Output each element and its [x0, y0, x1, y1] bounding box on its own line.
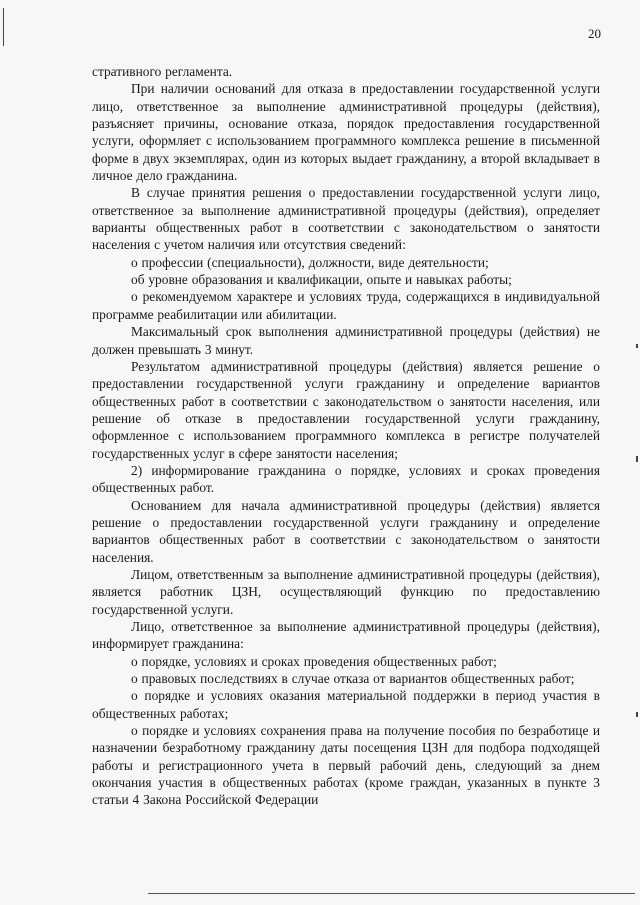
scan-edge-mark-right-2 [636, 456, 638, 462]
paragraph-11: Лицом, ответственным за выполнение административной процедуры (действия), является работник ЦЗН, осуществляющий функцию по предоставлению государственной услуги. [92, 566, 600, 617]
paragraph-15: о порядке и условиях оказания материальной поддержки в период участия в общественных работах; [92, 688, 600, 721]
scan-edge-mark-left [3, 8, 4, 46]
paragraph-3: В случае принятия решения о предоставлении государственной услуги лицо, ответственное за выполнение административной процедуры (действия), определяет варианты общественных работ в соответствии с законодательством о занятости населения с учетом наличия или отсутствия сведений: [92, 185, 600, 253]
paragraph-16: о порядке и условиях сохранения права на получение пособия по безработице и назначении безработному гражданину даты посещения ЦЗН для подбора подходящей работы и регистрационного учета в первый рабочий день, следующий за днем окончания участия в общественных работах (кроме граждан, указанных в пункте 3 статьи 4 Закона Российской Федерации [92, 723, 600, 808]
paragraph-1: стративного регламента. [92, 64, 233, 79]
paragraph-9: 2) информирование гражданина о порядке, условиях и сроках проведения общественных работ. [92, 462, 600, 496]
paragraph-10: Основанием для начала административной процедуры (действия) является решение о предоставлении государственной услуги гражданину и определение вариантов общественных работ в соответствии с законодательством о занятости населения. [92, 497, 600, 565]
paragraph-4: о профессии (специальности), должности, виде деятельности; [131, 254, 489, 270]
paragraph-8: Результатом административной процедуры (действия) является решение о предоставлении государственной услуги гражданину и определение вариантов общественных работ в соответствии с законодательством о занятости населения, или решение об отказе в предоставлении государственной услуги гражданину, оформленное с использованием программного комплекса в регистре получателей государственных услуг в сфере занятости населения; [92, 358, 600, 461]
paragraph-6: о рекомендуемом характере и условиях труда, содержащихся в индивидуальной программе реабилитации или абилитации. [92, 289, 600, 322]
paragraph-12: Лицо, ответственное за выполнение административной процедуры (действия), информирует гражданина: [92, 619, 600, 652]
paragraph-2: При наличии оснований для отказа в предоставлении государственной услуги лицо, ответственное за выполнение административной процедуры (действия), разъясняет причины, основание отказа, порядок предоставления государственной услуги, оформляет с использованием программного комплекса решение в письменной форме в двух экземплярах, один из которых выдает гражданину, а второй вкладывает в личное дело гражданина. [92, 81, 600, 184]
paragraph-13: о порядке, условиях и сроках проведения общественных работ; [131, 653, 497, 669]
document-body [92, 63, 600, 809]
scan-edge-mark-right-1 [636, 344, 638, 348]
scan-edge-mark-right-3 [636, 712, 638, 717]
paragraph-5: об уровне образования и квалификации, опыте и навыках работы; [131, 272, 512, 288]
paragraph-14: о правовых последствиях в случае отказа от вариантов общественных работ; [131, 671, 575, 687]
page-number: 20 [588, 26, 601, 41]
paragraph-7: Максимальный срок выполнения административной процедуры (действия) не должен превышать 3 минут. [92, 324, 600, 357]
scan-bottom-edge [148, 893, 635, 894]
